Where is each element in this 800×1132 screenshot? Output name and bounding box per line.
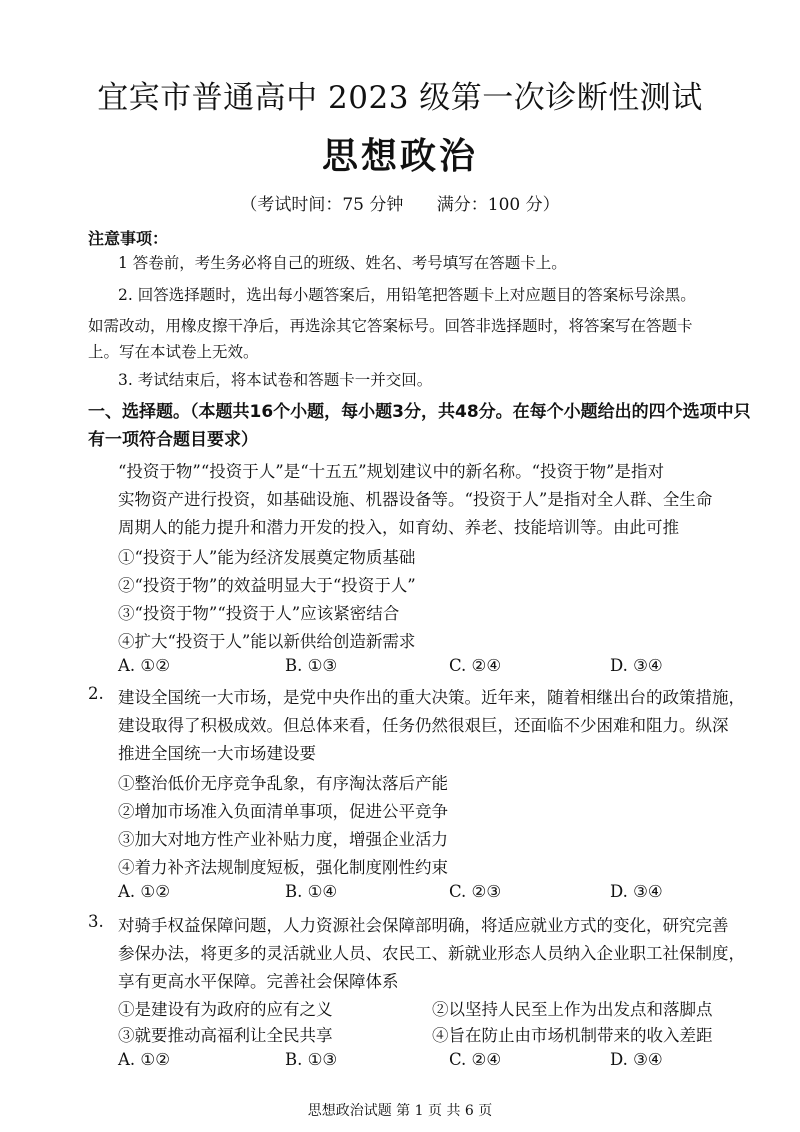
answer-choice-a: A. ①② <box>118 656 170 675</box>
section-heading <box>88 398 788 454</box>
full-score: 满分：100 分） <box>436 195 560 215</box>
statement-option: ①“投资于人”能为经济发展奠定物质基础 <box>118 548 416 567</box>
answer-choice-c: C. ②④ <box>449 656 502 675</box>
statement-option: ②增加市场准入负面清单事项，促进公平竞争 <box>118 802 448 821</box>
subject-title: 思想政治 <box>321 136 478 177</box>
answer-choice-a: A. ①② <box>118 882 170 901</box>
section-heading-line: 有一项符合题目要求） <box>88 430 258 450</box>
question-stem-line: 参保办法，将更多的灵活就业人员、农民工、新就业形态人员纳入企业职工社保制度， <box>118 944 745 963</box>
section-heading-line: 一、选择题。（本题共16个小题，每小题3分，共48分。在每个小题给出的四个选项中只 <box>88 402 751 422</box>
note-item: 3. 考试结束后，将本试卷和答题卡一并交回。 <box>118 371 433 389</box>
question-stem-line: 对骑手权益保障问题，人力资源社会保障部明确，将适应就业方式的变化，研究完善 <box>118 916 729 935</box>
page-footer: 思想政治试题 第 1 页 共 6 页 <box>307 1103 493 1119</box>
answer-choice-b: B. ①④ <box>285 882 338 901</box>
statement-option: ③就要推动高福利让全民共享 <box>118 1026 333 1045</box>
question-stem-line: 建设取得了积极成效。但总体来看，任务仍然很艰巨，还面临不少困难和阻力。纵深 <box>118 716 729 735</box>
question-stem-line: 推进全国统一大市场建设要 <box>118 744 316 763</box>
answer-choice-c: C. ②③ <box>449 882 502 901</box>
statement-option: ④旨在防止由市场机制带来的收入差距 <box>432 1026 713 1045</box>
statement-option: ③“投资于物”“投资于人”应该紧密结合 <box>118 604 400 623</box>
answer-choice-b: B. ①③ <box>285 1050 338 1069</box>
statement-option: ②以坚持人民至上作为出发点和落脚点 <box>432 1000 713 1019</box>
statement-option: ④扩大“投资于人”能以新供给创造新需求 <box>118 632 416 651</box>
statement-option: ③加大对地方性产业补贴力度，增强企业活力 <box>118 830 448 849</box>
question-stem-line: “投资于物”“投资于人”是“十五五”规划建议中的新名称。“投资于物”是指对 <box>118 462 664 481</box>
answer-choice-b: B. ①③ <box>285 656 338 675</box>
answer-choice-d: D. ③④ <box>610 882 663 901</box>
question-stem-line: 周期人的能力提升和潜力开发的投入，如育幼、养老、技能培训等。由此可推 <box>118 518 679 537</box>
statement-option: ①整治低价无序竞争乱象，有序淘汰落后产能 <box>118 774 448 793</box>
question-stem-line: 建设全国统一大市场，是党中央作出的重大决策。近年来，随着相继出台的政策措施， <box>118 688 745 707</box>
question-number: 3. <box>88 912 104 931</box>
notes-title: 注意事项： <box>88 229 169 248</box>
page-title: 宜宾市普通高中 2023 级第一次诊断性测试 <box>97 80 703 116</box>
answer-choice-d: D. ③④ <box>610 1050 663 1069</box>
answer-choice-c: C. ②④ <box>449 1050 502 1069</box>
question-stem-line: 实物资产进行投资，如基础设施、机器设备等。“投资于人”是指对全人群、全生命 <box>118 490 713 509</box>
statement-option: ④着力补齐法规制度短板，强化制度刚性约束 <box>118 858 448 877</box>
note-item: 1 答卷前，考生务必将自己的班级、姓名、考号填写在答题卡上。 <box>118 254 567 272</box>
note-item: 上。写在本试卷上无效。 <box>88 343 259 361</box>
answer-choice-a: A. ①② <box>118 1050 170 1069</box>
answer-choice-d: D. ③④ <box>610 656 663 675</box>
statement-option: ①是建设有为政府的应有之义 <box>118 1000 333 1019</box>
note-item: 2. 回答选择题时，选出每小题答案后，用铅笔把答题卡上对应题目的答案标号涂黑。 <box>118 286 696 304</box>
statement-option: ②“投资于物”的效益明显大于“投资于人” <box>118 576 416 595</box>
question-stem-line: 享有更高水平保障。完善社会保障体系 <box>118 972 399 991</box>
exam-time: （考试时间：75 分钟 <box>240 195 404 215</box>
exam-info <box>0 190 800 215</box>
note-item: 如需改动，用橡皮擦干净后，再选涂其它答案标号。回答非选择题时，将答案写在答题卡 <box>88 317 693 335</box>
question-number: 2. <box>88 684 104 703</box>
